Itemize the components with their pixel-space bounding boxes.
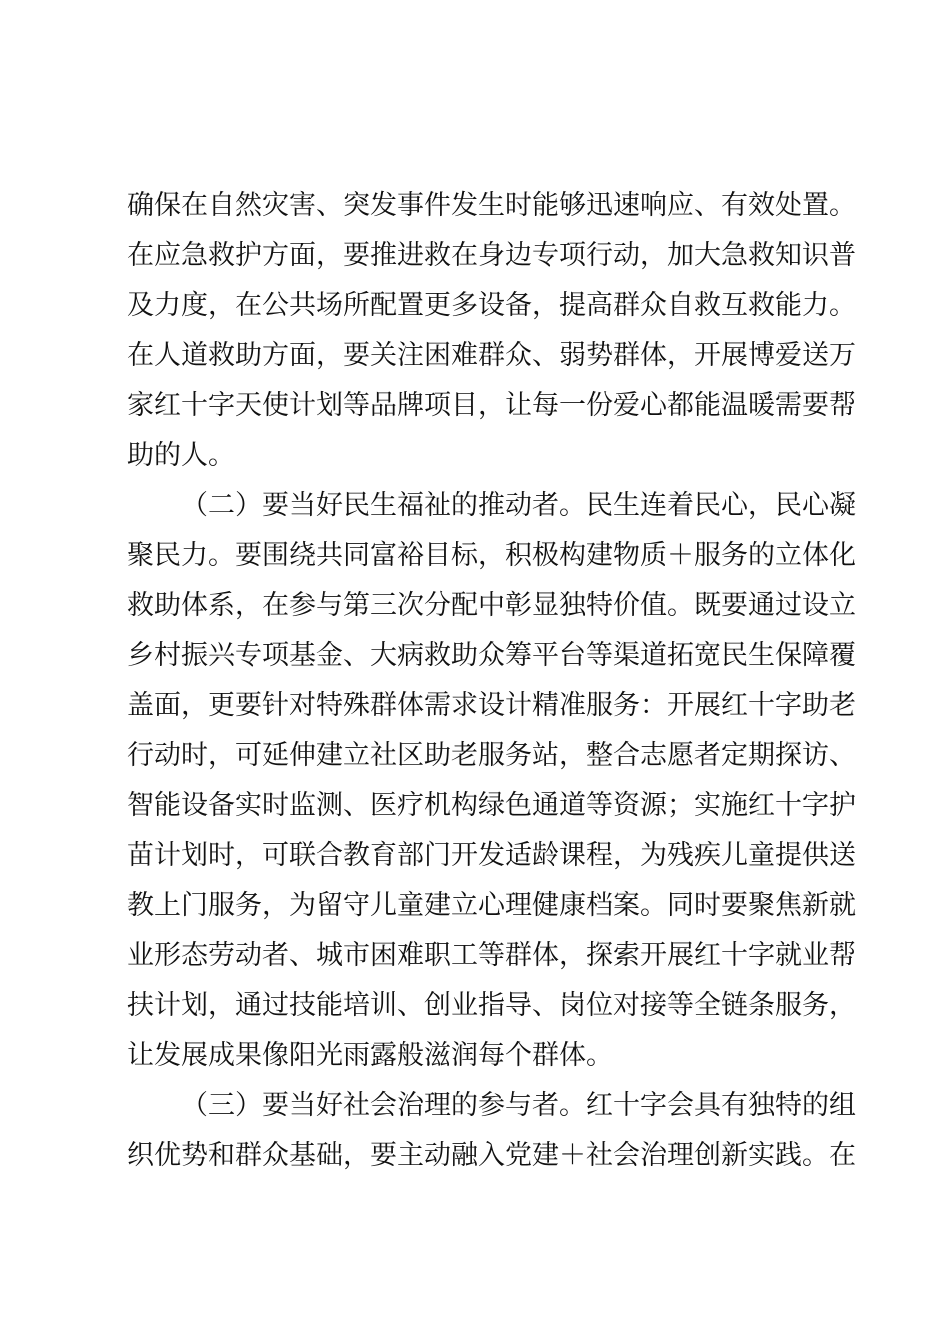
text-line: 盖面，更要针对特殊群体需求设计精准服务：开展红十字助老 [127, 690, 856, 721]
text-line: 聚民力。要围绕共同富裕目标，积极构建物质＋服务的立体化 [127, 540, 856, 571]
text-line: 及力度，在公共场所配置更多设备，提高群众自救互救能力。 [127, 290, 856, 321]
text-line: 让发展成果像阳光雨露般滋润每个群体。 [127, 1040, 613, 1071]
text-line: 苗计划时，可联合教育部门开发适龄课程，为残疾儿童提供送 [127, 840, 856, 871]
paragraph-heading-line: （二）要当好民生福祉的推动者。民生连着民心，民心凝 [181, 490, 856, 521]
text-line: 扶计划，通过技能培训、创业指导、岗位对接等全链条服务， [127, 990, 856, 1021]
text-line: 乡村振兴专项基金、大病救助众筹平台等渠道拓宽民生保障覆 [127, 640, 856, 671]
text-line: 行动时，可延伸建立社区助老服务站，整合志愿者定期探访、 [127, 740, 856, 771]
text-line: 智能设备实时监测、医疗机构绿色通道等资源；实施红十字护 [127, 790, 856, 821]
text-line: 确保在自然灾害、突发事件发生时能够迅速响应、有效处置。 [127, 190, 856, 221]
text-line: 家红十字天使计划等品牌项目，让每一份爱心都能温暖需要帮 [127, 390, 856, 421]
text-line: 救助体系，在参与第三次分配中彰显独特价值。既要通过设立 [127, 590, 856, 621]
text-line: 在应急救护方面，要推进救在身边专项行动，加大急救知识普 [127, 240, 856, 271]
text-line: 业形态劳动者、城市困难职工等群体，探索开展红十字就业帮 [127, 940, 856, 971]
text-line: 在人道救助方面，要关注困难群众、弱势群体，开展博爱送万 [127, 340, 856, 371]
text-line: 织优势和群众基础，要主动融入党建＋社会治理创新实践。在 [127, 1140, 856, 1171]
text-line: 助的人。 [127, 440, 235, 471]
text-line: 教上门服务，为留守儿童建立心理健康档案。同时要聚焦新就 [127, 890, 856, 921]
paragraph-heading-line: （三）要当好社会治理的参与者。红十字会具有独特的组 [181, 1090, 856, 1121]
